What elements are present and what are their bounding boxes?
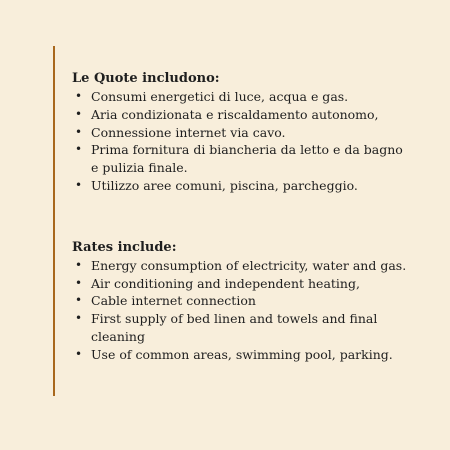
list-item xyxy=(72,292,412,310)
list-item xyxy=(72,257,412,275)
list-item-text: Prima fornitura di biancheria da letto e da bagno e pulizia finale. xyxy=(91,142,403,176)
bullet-icon: • xyxy=(75,293,83,308)
rates-content xyxy=(72,70,412,364)
english-item-list xyxy=(72,257,412,364)
list-item xyxy=(72,88,412,106)
list-item xyxy=(72,310,412,346)
italian-item-list xyxy=(72,88,412,195)
list-item-text: Utilizzo aree comuni, piscina, parcheggio. xyxy=(91,177,358,193)
list-item xyxy=(72,177,412,195)
list-item-text: First supply of bed linen and towels and final cleaning xyxy=(91,311,378,344)
bullet-icon: • xyxy=(75,257,83,272)
list-item xyxy=(72,275,412,293)
list-item-text: Connessione internet via cavo. xyxy=(91,124,286,140)
list-item-text: Cable internet connection xyxy=(91,293,256,309)
bullet-icon: • xyxy=(75,346,83,361)
italian-section xyxy=(72,70,412,195)
accent-divider-line xyxy=(53,46,55,396)
bullet-icon: • xyxy=(75,106,83,121)
italian-section-title: Le Quote includono: xyxy=(72,71,220,86)
list-item-text: Aria condizionata e riscaldamento autonomo, xyxy=(91,106,379,122)
bullet-icon: • xyxy=(75,177,83,192)
english-section xyxy=(72,239,412,364)
bullet-icon: • xyxy=(75,142,83,157)
bullet-icon: • xyxy=(75,89,83,103)
list-item xyxy=(72,141,412,177)
list-item xyxy=(72,346,412,364)
bullet-icon: • xyxy=(75,311,83,326)
list-item-text: Use of common areas, swimming pool, parking. xyxy=(91,346,393,362)
list-item-text: Consumi energetici di luce, acqua e gas. xyxy=(91,89,349,104)
list-item-text: Air conditioning and independent heating, xyxy=(91,275,360,291)
list-item xyxy=(72,106,412,124)
english-section-title: Rates include: xyxy=(72,239,177,255)
list-item xyxy=(72,124,412,142)
bullet-icon: • xyxy=(75,124,83,139)
bullet-icon: • xyxy=(75,275,83,290)
list-item-text: Energy consumption of electricity, water and gas. xyxy=(91,257,407,273)
